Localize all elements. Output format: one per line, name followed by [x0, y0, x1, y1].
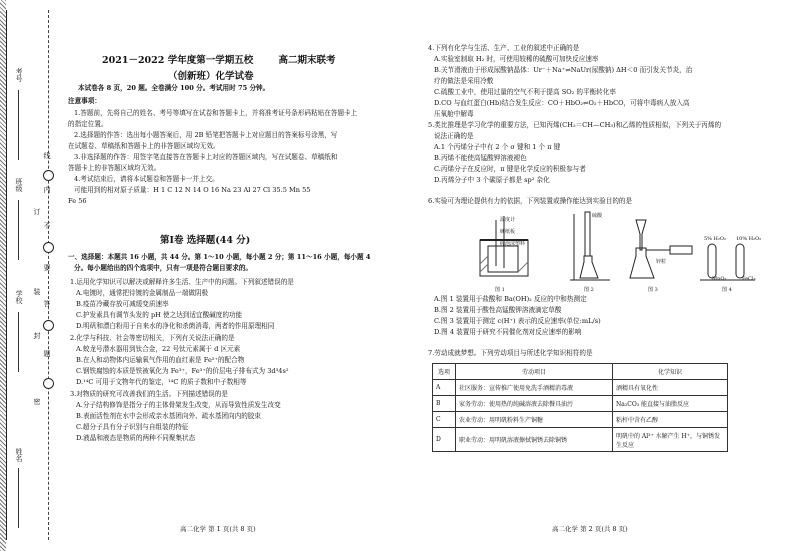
- banji-label: 班级: [15, 178, 23, 192]
- fig1-foam-label: 碎泡沫塑料: [500, 241, 526, 247]
- table-row: [433, 380, 728, 396]
- line-word: 要: [43, 264, 51, 271]
- fold-word: 封: [33, 332, 41, 339]
- notice-line: 答题卡上的非答题区域均无效。: [68, 164, 161, 172]
- line-word: 不: [43, 222, 51, 229]
- question-option: C.丙烯分子在反应时，π 键是化学反应的积极参与者: [434, 165, 586, 173]
- notice-line: 4.考试结束后，请将本试题卷和答题卡一并上交。: [74, 175, 219, 183]
- fig4-caption: 图 4: [722, 287, 732, 293]
- fold-word: 订: [33, 208, 41, 215]
- question-option: 压氧舱中解毒: [434, 110, 474, 118]
- section1-title: 第Ⅰ卷 选择题(44 分): [160, 235, 251, 246]
- exam-title-line1: [102, 52, 336, 66]
- fig4-h2o2-5-label: 5% H₂O₂: [704, 236, 726, 242]
- question-stem: 5.类比推理是学习化学的重要方法，已知丙烯(CH₂＝CH—CH₃)和乙烯的性质相似，下列关于丙烯的: [428, 121, 722, 129]
- notice-block: [68, 108, 358, 207]
- burette: [585, 212, 590, 256]
- xuexiao-label: 学校: [15, 290, 23, 304]
- line-word: 题: [43, 350, 51, 357]
- question-option: 疗的做法是采用冷敷: [434, 77, 494, 85]
- table-row: [433, 396, 728, 412]
- question-option: D.¹⁴C 可用于文物年代的鉴定，¹⁴C 的质子数和中子数相等: [76, 378, 247, 386]
- question-1: [70, 277, 294, 332]
- test-tube-1: [708, 244, 716, 278]
- exam-subtitle: 高二期末联考: [278, 55, 336, 66]
- notice-line: 在试题卷、草稿纸和答题卡上的非答题区域均无效。: [68, 142, 220, 150]
- table-cell: 酒精具有氧化性: [613, 380, 728, 396]
- table-cell: 明矾中的 Al³⁺ 水解产生 H⁺，与铜锈发生反应: [613, 428, 728, 452]
- binding-hole: [43, 242, 54, 253]
- table-cell: D: [433, 428, 456, 452]
- table-cell: A: [433, 380, 456, 396]
- question-option: C.护发素具有调节头发的 pH 使之达到适宜酸碱度的功能: [76, 311, 243, 319]
- fig4-mno2-label: MnO₂: [712, 276, 727, 282]
- notice-line: 可能用到的相对原子质量：H 1 C 12 N 14 O 16 Na 23 Al 27 Cl 35.5 Mn 55: [74, 186, 311, 194]
- question-option: B.图 2 装置用于酸性高锰酸钾溶液滴定草酸: [434, 306, 562, 314]
- line-word: 线: [43, 152, 51, 159]
- labor-knowledge-table: [432, 363, 728, 452]
- question-stem: 2.化学与科技、社会等密切相关，下列有关说法正确的是: [70, 334, 235, 342]
- question-option: B.表面活性剂在水中会形成亲水基团向外、疏水基团向内的胶束: [76, 412, 261, 420]
- line-word: 内: [43, 186, 51, 193]
- page-footer-left: 高二化学 第 1 页(共 8 页): [180, 525, 256, 533]
- dropping-funnel: [636, 220, 646, 250]
- question-option: A.1 个丙烯分子中有 2 个 σ 键和 1 个 π 键: [434, 143, 561, 151]
- inner-beaker: [488, 246, 518, 272]
- fig2-caption: 图 2: [584, 287, 594, 293]
- notice-line: 1.答题前，先将自己的姓名、考号等填写在试卷和答题卡上，并将准考证号条形码粘贴在答题卡上: [74, 109, 358, 117]
- fig1-lid-label: 硬纸板: [500, 229, 516, 235]
- notice-line: 3.非选择题的作答：用签字笔直接答在答题卡上对应的答题区域内，写在试题卷、草稿纸和: [74, 153, 338, 161]
- question-option: A.蛟龙号潜水器用到钛合金，22 号钛元素属于 d 区元素: [76, 345, 241, 353]
- banji-line: [18, 200, 19, 260]
- figure-4-catalysts: [700, 244, 755, 280]
- question-option: B.丙烯不能使高锰酸钾溶液褪色: [434, 154, 527, 162]
- kaohao-line: [18, 90, 19, 160]
- binding-hole: [43, 170, 54, 181]
- binding-hole: [43, 320, 54, 331]
- line-word: 答: [43, 300, 51, 307]
- question-stem: 4.下列有化学与生活、生产、工业的叙述中正确的是: [428, 44, 580, 52]
- table-header-row: [433, 364, 728, 380]
- question-option: C.超分子具有分子识别与自组装的特征: [76, 423, 189, 431]
- figure-3-gas-rate: [630, 220, 692, 278]
- conical-flask: [580, 256, 598, 278]
- table-header: 选项: [433, 364, 456, 380]
- binding-dashed-line: [48, 10, 49, 540]
- question-option: A.分子结构修饰是指分子的主体骨架发生改变，从而导致性质发生改变: [76, 401, 281, 409]
- fold-word: 密: [33, 398, 41, 405]
- table-cell: 家务劳动：使用热的纯碱溶液去除餐具油污: [456, 396, 613, 412]
- notice-title: 注意事项：: [68, 97, 101, 105]
- question-option: A.电镀时，通常把待镀的金属制品一端做阴极: [76, 289, 209, 297]
- table-row: [433, 412, 728, 428]
- table-row: [433, 428, 728, 452]
- reaction-flask: [630, 248, 654, 278]
- exam-title-line2: （创新班）化学试卷: [168, 71, 254, 82]
- question-option: C.硫酸工业中，使用过量的空气不利于提高 SO₂ 的平衡转化率: [434, 88, 616, 96]
- xingming-line: [18, 468, 19, 528]
- table-cell: C: [433, 412, 456, 428]
- question-option: D.图 4 装置用于研究不同催化剂对反应速率的影响: [434, 328, 582, 336]
- syringe: [670, 246, 692, 254]
- question-3: [70, 389, 281, 444]
- figure-2-titration: [570, 212, 610, 280]
- binding-hole: [43, 378, 54, 389]
- question-6-stem: 6.实验可为理论提供有力的依据，下列装置或操作能达到实验目的的是: [428, 197, 633, 205]
- fig3-caption: 图 3: [648, 287, 658, 293]
- exam-title: 2021－2022 学年度第一学期五校: [102, 55, 254, 66]
- question-5: [428, 120, 721, 186]
- question-6-options: [434, 294, 601, 338]
- fig4-h2o2-10-label: 10% H₂O₂: [736, 236, 762, 242]
- page-footer-right: 高二化学 第 2 页(共 8 页): [552, 525, 628, 533]
- notice-line: Fe 56: [68, 197, 87, 205]
- table-cell: Na₂CO₃ 能直接与油脂反应: [613, 396, 728, 412]
- exam-info: 本试卷各 8 页，20 题。全卷满分 100 分。考试用时 75 分钟。: [78, 84, 270, 92]
- table-cell: 职业劳动：用明矾溶液擦拭铜锈去除铜锈: [456, 428, 613, 452]
- table-cell: 社区服务：宣传推广使用免洗手酒精消毒液: [456, 380, 613, 396]
- table-cell: 粘杆中含有乙醇: [613, 412, 728, 428]
- fig1-thermometer-label: 温度计: [500, 217, 516, 223]
- test-tube-2: [736, 244, 744, 278]
- section1-intro: 分。每小题给出的四个选项中，只有一项是符合题目要求的。: [74, 264, 253, 272]
- table-header: 劳动项目: [456, 364, 613, 380]
- notice-line: 2.选择题的作答：选出每小题答案后，用 2B 铅笔把答题卡上对应题目的答案标号涂黑，写: [74, 131, 338, 139]
- fig3-zinc-label: 锌粒: [656, 259, 667, 265]
- xuexiao-line: [18, 312, 19, 372]
- question-option: A.实验室制取 H₂ 时，可使用较稀的硫酸可加快反应速率: [434, 55, 599, 63]
- question-stem: 3.对物质的研究可改善我们的生活。下列描述错误的是: [70, 390, 228, 398]
- kaohao-label: 考号: [15, 68, 23, 82]
- question-option: B.关节滑液由于形成尿酸钠晶体：Ur⁻＋Na⁺⇌NaUr(尿酸钠) ΔH＜0 而引发关节炎，治: [434, 66, 693, 74]
- table-cell: 农业劳动：用明矾粉料生产铜糖: [456, 412, 613, 428]
- question-option: D.CO 与血红蛋白(Hb)结合发生反应：CO＋HbO₂⇌O₂＋HbCO，可将中毒病人放入高: [434, 99, 690, 107]
- question-option: D.明矾和漂白粉用于自来水的净化和杀菌消毒，两者的作用原理相同: [76, 322, 275, 330]
- table-cell: B: [433, 396, 456, 412]
- question-2: [70, 333, 289, 388]
- question-stem: 1.运用化学知识可以解决或解释许多生活、生产中的问题。下列叙述错误的是: [70, 278, 294, 286]
- notice-line: 的指定位置。: [68, 120, 108, 128]
- table-header: 化学知识: [613, 364, 728, 380]
- question-option: D.液晶和液态是物质的两种不同聚集状态: [76, 434, 196, 442]
- question-option: B.在人和动物体内运输氧气作用的血红素是 Fe²⁺的配合物: [76, 356, 245, 364]
- question-option: C.图 3 装置用于测定 c(H⁺) 表示的反应速率(单位:mL/s): [434, 317, 601, 325]
- question-option: A.图 1 装置用于盐酸和 Ba(OH)₂ 反应的中和热测定: [434, 295, 587, 303]
- fold-word: 装: [33, 288, 41, 295]
- binding-solid-line: [6, 10, 7, 540]
- question-7-stem: 7.劳动成就梦想。下列劳动项目与所述化学知识相符的是: [428, 349, 593, 357]
- fig1-caption: 图 1: [495, 287, 505, 293]
- xingming-label: 姓名: [15, 448, 23, 462]
- binding-strip: [0, 0, 60, 551]
- question-stem-cont: 说法正确的是: [434, 132, 474, 140]
- question-option: D.丙烯分子中 3 个碳原子都是 sp² 杂化: [434, 176, 550, 184]
- question-option: B.疫苗冷藏存放可减缓变质速率: [76, 300, 169, 308]
- question-option: C.钢铁腐蚀的本质是铁被氧化为 Fe³⁺，Fe³⁺的价层电子排布式为 3d³4s²: [76, 367, 289, 375]
- section1-intro: 一、选择题：本题共 16 小题，共 44 分。第 1～10 小题，每小题 2 分；第 11～16 小题，每小题 4: [68, 253, 371, 261]
- fig4-fecl3-label: FeCl₃: [742, 276, 756, 282]
- question-4: [428, 43, 692, 120]
- fig2-acid-label: 硫酸: [592, 213, 603, 219]
